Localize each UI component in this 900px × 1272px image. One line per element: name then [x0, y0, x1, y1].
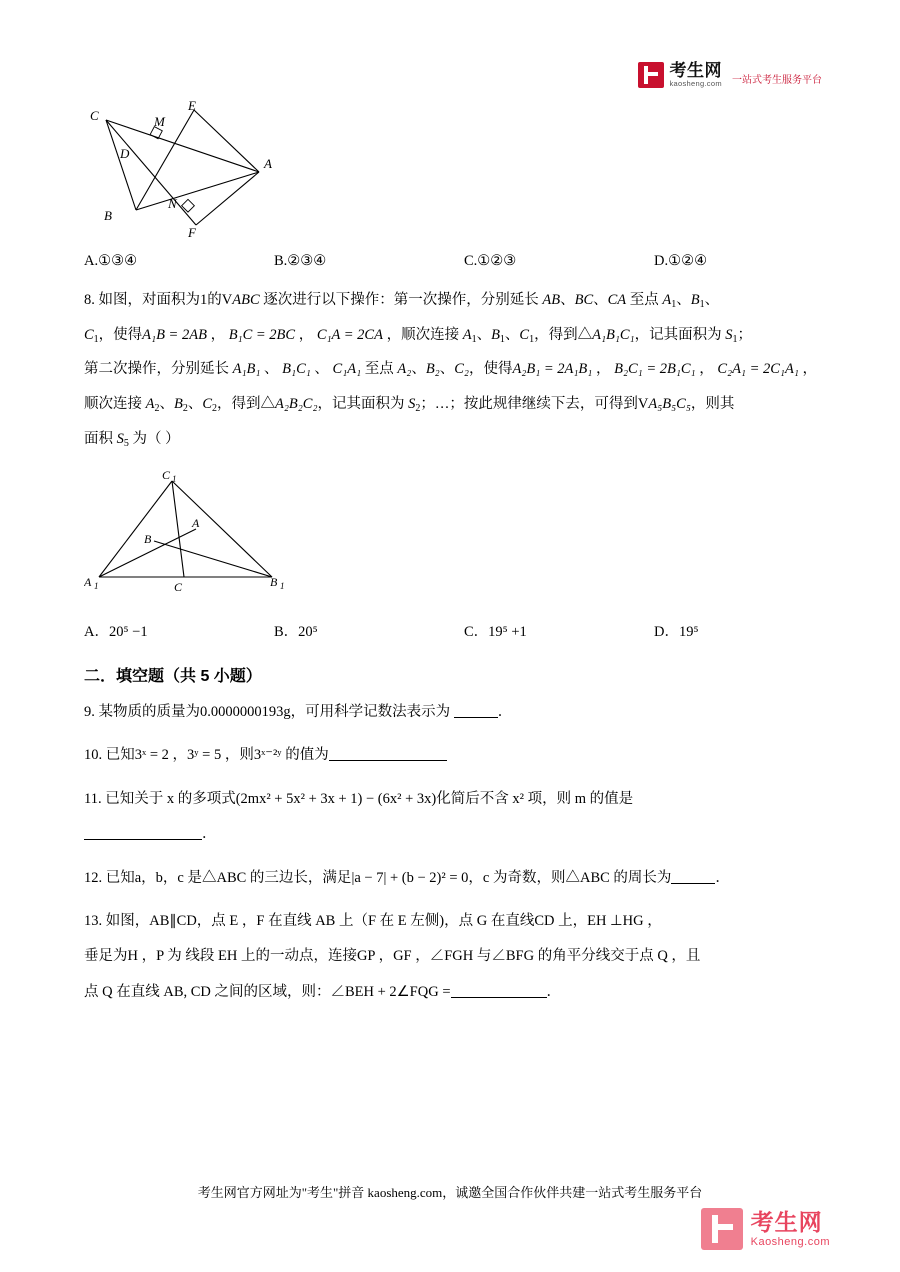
- figure2-label-A1-sub: 1: [94, 581, 99, 592]
- q8-eq23: C₂A₁ = 2C₁A₁: [717, 361, 799, 378]
- q10-answer-blank[interactable]: [329, 746, 447, 762]
- q7-option-d[interactable]: D.①②④: [654, 253, 708, 269]
- q12-text-b: ，c 为奇数，则△ABC 的周长为: [468, 869, 672, 886]
- q8-option-b[interactable]: B．20⁵: [274, 624, 318, 641]
- figure2-label-C1-sub: 1: [172, 474, 177, 485]
- q7-option-a[interactable]: A.①③④: [84, 253, 138, 269]
- question-13-line-3: [84, 976, 820, 1009]
- question-13-line-2: [84, 940, 820, 973]
- q8-tri1: A₁B₁C₁: [592, 326, 635, 343]
- q11-expr: (2mx² + 5x² + 3x + 1) − (6x² + 3x): [235, 790, 437, 807]
- figure1-label-N: N: [168, 196, 177, 211]
- figure1-label-M: M: [154, 114, 165, 129]
- figure2-label-A: A: [192, 516, 200, 531]
- figure-2-svg: [84, 469, 384, 599]
- question-10: [84, 739, 820, 772]
- q13-line1: 13. 如图，AB∥CD，点 E ，F 在直线 AB 上（F 在 E 左侧)，点 G 在直线CD 上，EH ⊥HG ，: [84, 912, 662, 929]
- question-8-paragraph-5: 面积 $S_5$ 为（ ）: [84, 430, 180, 449]
- q8-seg-ab: AB: [542, 292, 561, 308]
- header-brand: [670, 62, 723, 88]
- q8-eq1: A₁B = 2AB: [142, 326, 207, 343]
- figure2-label-C1: C: [162, 469, 171, 483]
- q8-tri2: A₂B₂C₂: [275, 395, 318, 412]
- q7-option-b[interactable]: B.②③④: [274, 253, 327, 269]
- footer-brand-en: Kaosheng.com: [750, 1235, 830, 1248]
- q11-tail: ．: [202, 826, 217, 843]
- figure1-label-C: C: [90, 108, 99, 123]
- question-13-line-1: [84, 905, 820, 938]
- question-8-paragraph-2: $C_1$，使得A₁B = 2AB ， B₁C = 2BC ， C₁A = 2CA ，顺次连接 $A_1$、$B_1$、$C_1$，得到△A₁B₁C₁，记其面积为 $S_1$；: [84, 326, 752, 345]
- section-2-title: 二．填空题（共 5 小题）: [84, 668, 262, 686]
- question-8-paragraph-1: 8. 如图，对面积为1的VABC 逐次进行以下操作：第一次操作，分别延长 AB、BC、CA 至点 $A_1$、$B_1$、: [84, 292, 720, 310]
- q8-eq21: A₂B₁ = 2A₁B₁: [512, 361, 593, 378]
- q8-abc: ABC: [232, 292, 260, 308]
- figure2-label-B1-sub: 1: [280, 581, 285, 592]
- footer-brand: [751, 1210, 830, 1247]
- q13-tail: ．: [546, 983, 561, 1000]
- q8-option-d[interactable]: D．19⁵: [654, 624, 699, 641]
- header-brand-cn: 考生网: [669, 61, 722, 81]
- q13-answer-blank[interactable]: [451, 982, 547, 998]
- figure1-label-D: D: [120, 146, 130, 161]
- figure2-label-B: B: [144, 532, 152, 547]
- q8-topoint: 至点: [626, 292, 663, 308]
- q10-text: 10. 已知3ˣ = 2 ，3ʸ = 5 ，则3ˣ⁻²ʸ 的值为: [84, 747, 329, 764]
- question-11-blank-line: [84, 818, 820, 851]
- q8-seg-bc: BC: [574, 292, 594, 308]
- kaosheng-footer-logo-icon: [701, 1208, 743, 1250]
- header-logo: [638, 62, 823, 88]
- q12-answer-blank[interactable]: [671, 868, 715, 884]
- figure2-label-B1: B: [270, 575, 278, 590]
- q8-seg-ca: CA: [607, 292, 627, 308]
- figure1-label-A: A: [264, 156, 272, 171]
- q8-s23: C₁A₁: [332, 361, 362, 378]
- footer-note: 考生网官方网址为"考生"拼音 kaosheng.com，诚邀全国合作伙伴共建一站式考生服务平台: [197, 1185, 703, 1200]
- q9-answer-blank[interactable]: [454, 703, 498, 719]
- q8-option-a[interactable]: A．20⁵ −1: [84, 624, 148, 641]
- q8-line4-connect: 顺次连接: [84, 395, 146, 412]
- q13-line2: 垂足为H ，P 为 线段 EH 上的一动点，连接GP ，GF ，∠FGH 与∠BFG 的角平分线交于点 Q ，且: [84, 948, 701, 965]
- figure-question-8: [84, 469, 820, 604]
- q12-tail: ．: [715, 869, 730, 886]
- q8-line3-pre: 第二次操作，分别延长: [84, 361, 233, 378]
- figure1-label-E: E: [188, 100, 196, 113]
- q7-options-row: [84, 253, 820, 270]
- q11-text-a: 11. 已知关于 x 的多项式: [84, 790, 236, 807]
- footer-brand-cn: 考生网: [750, 1209, 823, 1236]
- q8-point-b2: B₂: [425, 361, 440, 378]
- q13-line3: 点 Q 在直线 AB, CD 之间的区域，则：∠BEH + 2∠FQG =: [84, 983, 451, 1000]
- figure2-label-A1: A: [84, 575, 92, 590]
- q7-option-c[interactable]: C.①②③: [464, 253, 517, 269]
- question-11: [84, 783, 820, 816]
- q9-text: 9. 某物质的质量为0.0000000193g，可用科学记数法表示为: [84, 704, 454, 721]
- q8-s22: B₁C₁: [282, 361, 311, 378]
- q8-point-a2: A₂: [397, 361, 412, 378]
- q8-eq3: C₁A = 2CA: [316, 326, 383, 343]
- header-slogan: 一站式考生服务平台: [732, 75, 822, 86]
- question-8-paragraph-4: 顺次连接 $A_2$、$B_2$、$C_2$，得到△A₂B₂C₂，记其面积为 $S_2$；…；按此规律继续下去，可得到VA₅B₅C₅，则其: [84, 395, 735, 414]
- q8-point-b1: B: [690, 292, 700, 308]
- footer-logo: [701, 1208, 830, 1250]
- q8-line1-post: 逐次进行以下操作：第一次操作，分别延长: [259, 292, 543, 308]
- q8-s21: A₁B₁: [232, 361, 261, 378]
- q12-text-a: 12. 已知a，b，c 是△ABC 的三边长，满足: [84, 869, 352, 886]
- q8-tri5: A₅B₅C₅: [648, 395, 691, 412]
- q8-point-a1: A: [662, 292, 672, 308]
- header-brand-en: kaosheng.com: [669, 78, 722, 88]
- q8-option-c[interactable]: C．19⁵ +1: [464, 624, 527, 641]
- q8-options-row: [84, 620, 820, 641]
- q8-point-c1: C: [84, 326, 94, 343]
- figure-1-svg: [84, 100, 404, 240]
- q12-expr: |a − 7| + (b − 2)² = 0: [351, 869, 469, 886]
- figure1-label-B: B: [104, 208, 112, 223]
- question-12: [84, 862, 820, 895]
- q11-answer-blank[interactable]: [84, 825, 202, 841]
- q8-point-c2: C₂: [454, 361, 469, 378]
- q8-eq2: B₁C = 2BC: [228, 326, 296, 343]
- figure1-label-F: F: [188, 225, 196, 240]
- q8-line1: 8. 如图，对面积为1的V: [84, 292, 233, 308]
- q8-eq22: B₂C₁ = 2B₁C₁: [614, 361, 696, 378]
- q11-text-b: 化简后不含 x² 项，则 m 的值是: [436, 790, 634, 807]
- figure-question-7: [84, 100, 820, 245]
- document-content: [84, 100, 820, 1009]
- question-8-paragraph-3: 第二次操作，分别延长 A₁B₁ 、 B₁C₁ 、 C₁A₁ 至点 A₂、B₂、C₂，使得A₂B₁ = 2A₁B₁ ， B₂C₁ = 2B₁C₁ ， C₂A₁ = 2C₁A₁ ，: [84, 361, 817, 378]
- question-9: [84, 696, 820, 729]
- kaosheng-logo-icon: [638, 62, 664, 88]
- figure2-label-C: C: [174, 580, 183, 595]
- q9-tail: ．: [497, 704, 513, 721]
